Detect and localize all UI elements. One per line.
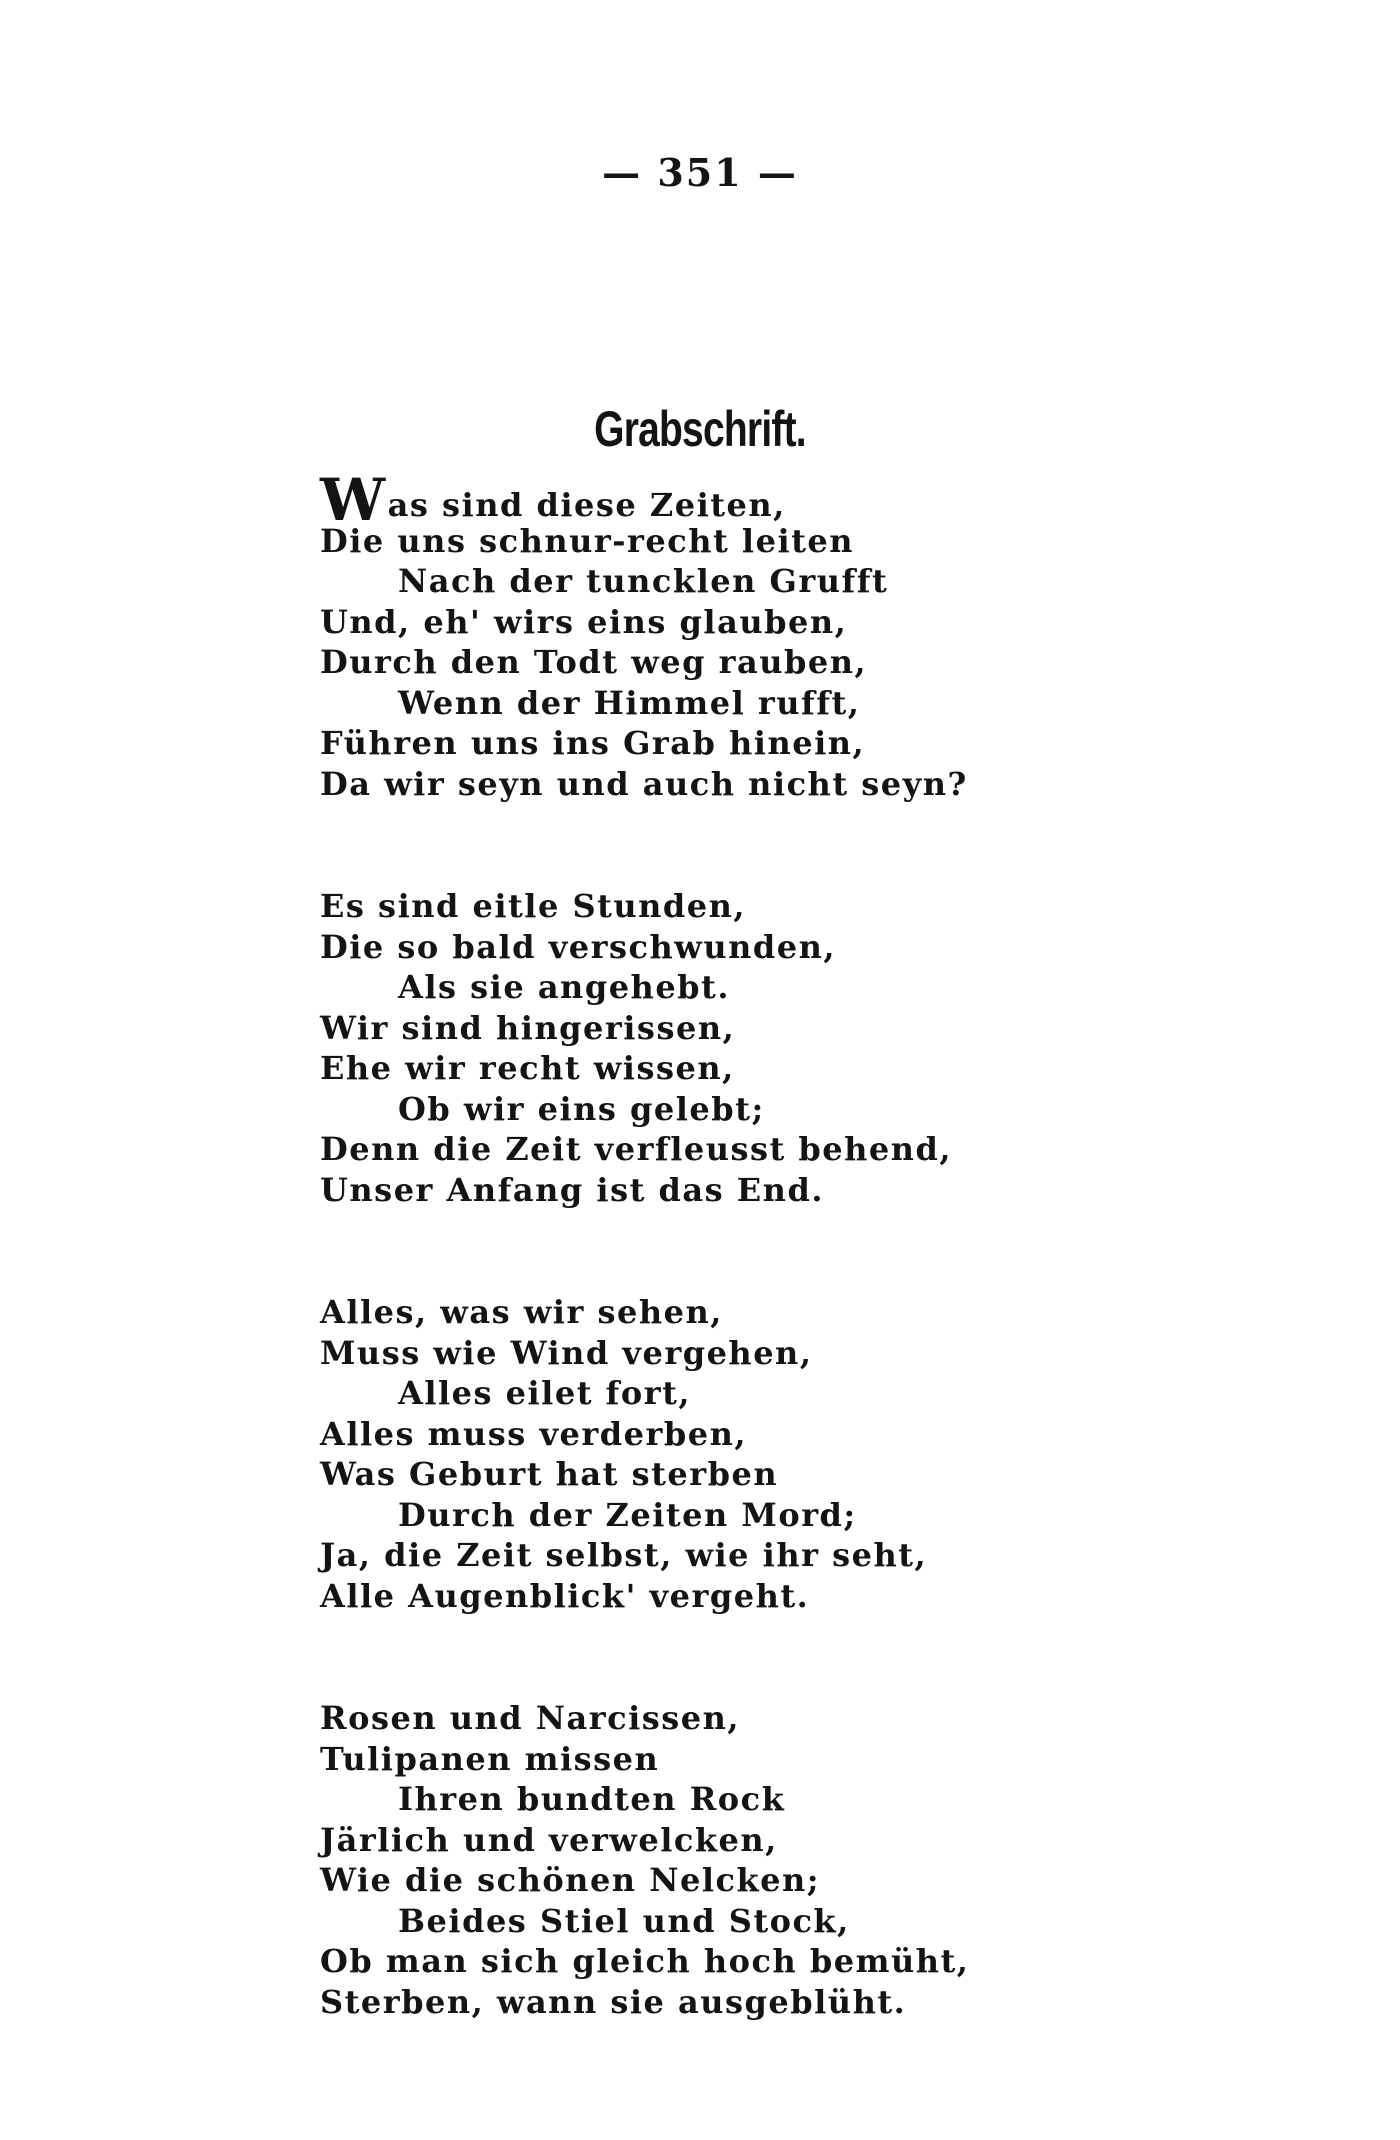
poem-line: Durch den Todt weg rauben, <box>320 643 868 681</box>
poem-line: Järlich und verwelcken, <box>320 1820 778 1859</box>
poem-line: Und, eh' wirs eins glauben, <box>320 602 848 641</box>
poem-line: Wir sind hingerissen, <box>320 1008 736 1047</box>
poem-line: Wenn der Himmel rufft, <box>398 683 861 722</box>
poem-line: Ja, die Zeit selbst, wie ihr seht, <box>320 1536 928 1574</box>
poem-body <box>320 466 1320 2104</box>
first-line-text: as sind diese Zeiten, <box>387 486 786 524</box>
poem-line: Ob wir eins gelebt; <box>398 1089 765 1128</box>
poem-line: Ihren bundten Rock <box>398 1780 786 1818</box>
stanza-1 <box>320 466 1320 804</box>
poem-line: Sterben, wann sie ausgeblüht. <box>320 1982 907 2021</box>
poem-line: Da wir seyn und auch nicht seyn? <box>320 764 968 803</box>
poem-line: Alles, was wir sehen, <box>320 1293 723 1331</box>
poem-line: Muss wie Wind vergehen, <box>320 1333 813 1372</box>
poem-line: Ehe wir recht wissen, <box>320 1049 735 1087</box>
poem-line: Als sie angehebt. <box>398 968 730 1006</box>
poem-title: Grabschrift. <box>594 401 806 457</box>
poem-line: Ob man sich gleich hoch bemüht, <box>320 1942 970 1980</box>
poem-line: Beides Stiel und Stock, <box>398 1901 850 1940</box>
page-number: — 351 — <box>602 150 798 195</box>
drop-cap-letter: W <box>320 466 387 534</box>
poem-line: Alles muss verderben, <box>320 1414 747 1453</box>
poem-line: Nach der tuncklen Grufft <box>398 562 889 600</box>
stanza-2 <box>320 886 1320 1210</box>
poem-line: Rosen und Narcissen, <box>320 1699 741 1737</box>
stanza-3 <box>320 1292 1320 1616</box>
stanza-4 <box>320 1698 1320 2022</box>
poem-line: Alles eilet fort, <box>398 1374 691 1412</box>
poem-line: Unser Anfang ist das End. <box>320 1170 824 1209</box>
poem-line: Denn die Zeit verfleusst behend, <box>320 1130 953 1168</box>
poem-line: Die uns schnur-recht leiten <box>320 521 854 560</box>
poem-line: Durch der Zeiten Mord; <box>398 1495 857 1534</box>
poem-line: Es sind eitle Stunden, <box>320 887 747 925</box>
poem-line <box>320 466 1320 534</box>
poem-line: Alle Augenblick' vergeht. <box>320 1576 810 1615</box>
poem-line: Wie die schönen Nelcken; <box>320 1861 821 1899</box>
poem-line: Was Geburt hat sterben <box>320 1455 779 1493</box>
poem-line: Die so bald verschwunden, <box>320 927 836 966</box>
poem-line: Führen uns ins Grab hinein, <box>320 724 866 762</box>
poem-line: Tulipanen missen <box>320 1739 660 1778</box>
